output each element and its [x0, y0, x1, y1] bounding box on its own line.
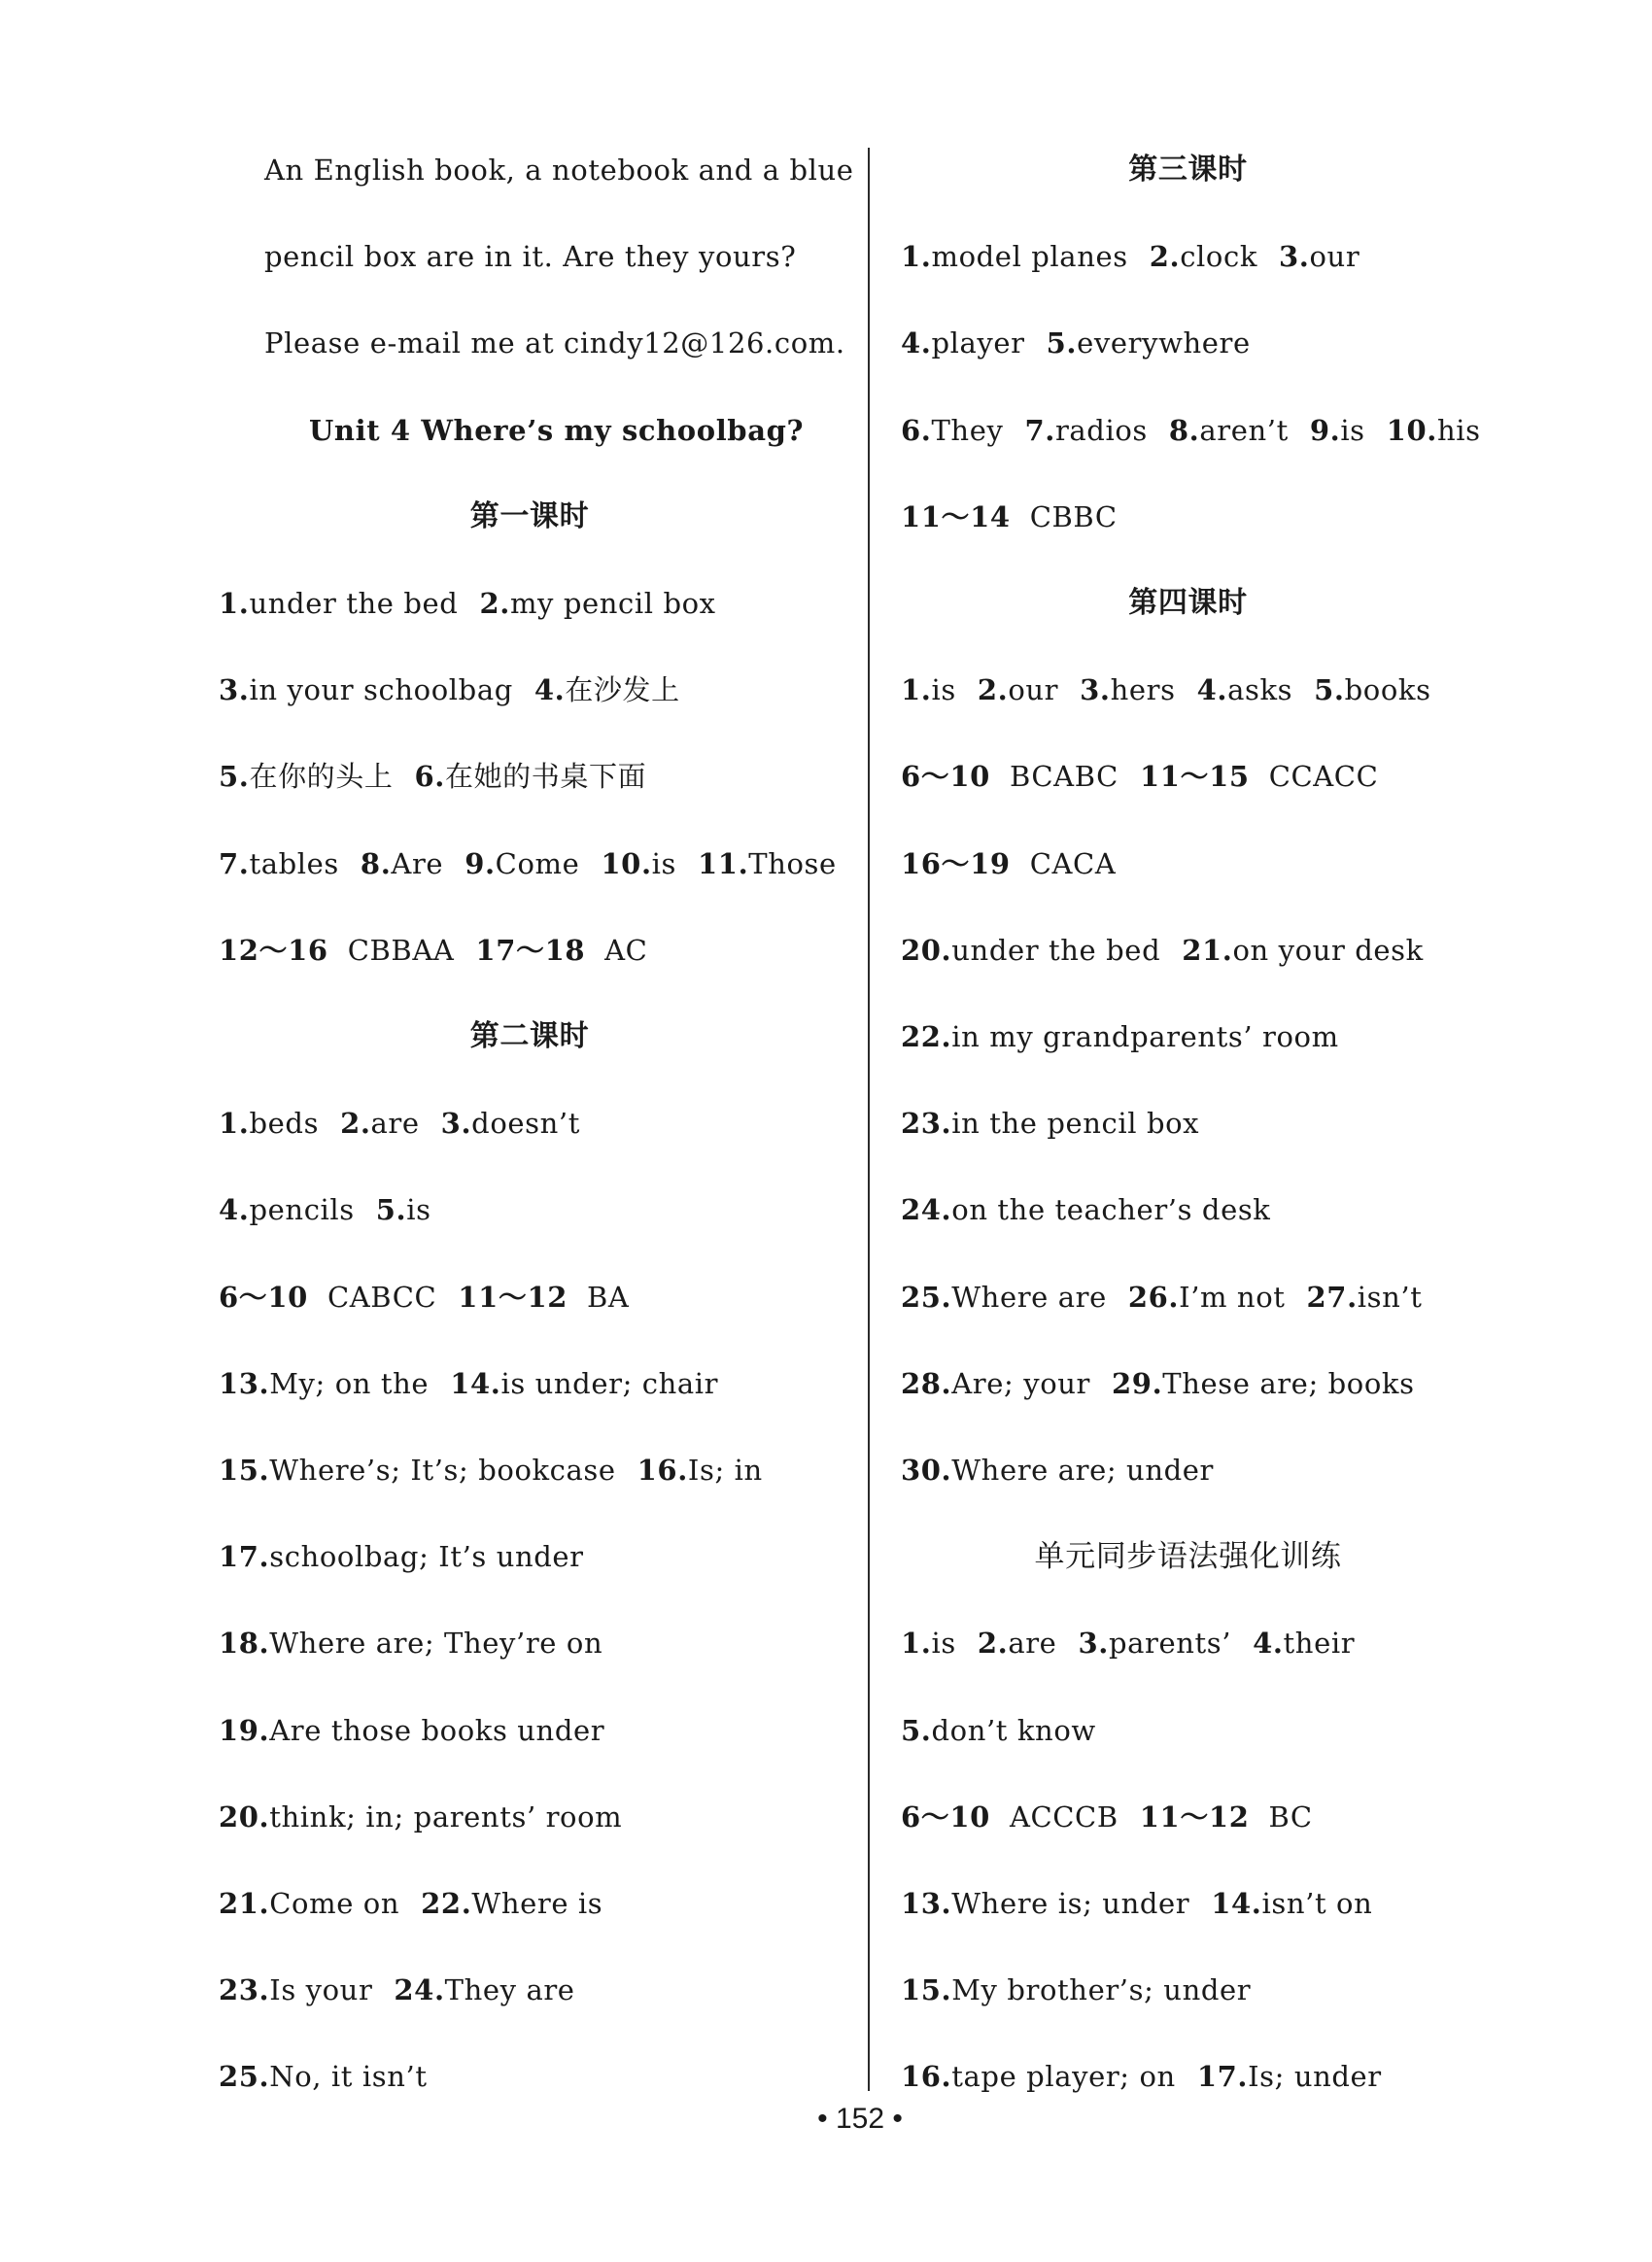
answer-text: Are; your	[951, 1366, 1091, 1400]
answer-number: 6.	[414, 760, 445, 794]
answer-text: is	[931, 673, 956, 707]
answer-line	[901, 1971, 1251, 2009]
answer-text: are	[370, 1107, 420, 1141]
answer-number: 2.	[479, 587, 510, 620]
answer-text: clock	[1180, 240, 1257, 274]
answer-number: 4.	[901, 326, 932, 360]
answer-number: 22.	[421, 1887, 472, 1920]
answer-number: 2.	[977, 673, 1009, 707]
answer-text: everywhere	[1077, 326, 1251, 360]
answer-text: Where are; They’re on	[269, 1627, 603, 1661]
answer-text: BA	[587, 1280, 630, 1314]
answer-number: 26.	[1127, 1280, 1180, 1314]
answer-number: 17.	[1196, 2060, 1249, 2094]
answer-number: 16.	[901, 2060, 952, 2094]
answer-text: isn’t	[1357, 1280, 1423, 1314]
answer-number: 8.	[1168, 413, 1200, 447]
answer-text: BCABC	[1009, 760, 1119, 794]
answer-text: Is your	[269, 1973, 373, 2007]
answer-number: 2.	[977, 1627, 1009, 1661]
answer-text: are	[1008, 1627, 1057, 1661]
answer-line	[901, 2057, 1382, 2096]
answer-text: our	[1309, 240, 1360, 274]
answer-text: is under; chair	[500, 1366, 719, 1400]
answer-number: 21.	[1182, 933, 1233, 967]
answer-text: 在她的书桌下面	[444, 760, 647, 794]
answer-text: BC	[1268, 1799, 1313, 1834]
answer-text: ACCCB	[1009, 1799, 1119, 1834]
answer-number: 4.	[1253, 1627, 1284, 1661]
answer-number: 14.	[450, 1366, 501, 1400]
answer-text: isn’t on	[1261, 1887, 1373, 1920]
answer-text: They	[931, 413, 1004, 447]
answer-number: 6～10	[219, 1280, 308, 1314]
answer-number: 22.	[901, 1020, 952, 1053]
answer-text: 在沙发上	[565, 673, 680, 707]
answer-number: 1.	[901, 240, 932, 274]
answer-text: Come on	[269, 1887, 400, 1920]
answer-text: on your desk	[1232, 933, 1424, 967]
answer-line	[219, 1190, 431, 1229]
answer-text: aren’t	[1199, 413, 1289, 447]
answer-text: Is; under	[1248, 2060, 1382, 2094]
answer-text: No, it isn’t	[269, 2060, 428, 2094]
answer-line	[901, 1104, 1199, 1143]
answer-number: 16.	[637, 1454, 688, 1487]
answer-number: 13.	[219, 1366, 270, 1400]
answer-number: 14.	[1211, 1887, 1262, 1920]
answer-line	[901, 1278, 1423, 1317]
answer-text: Are	[391, 846, 444, 880]
answer-line	[219, 670, 680, 709]
answer-line	[901, 931, 1424, 970]
section-heading: 单元同步语法强化训练	[1034, 1539, 1342, 1575]
answer-number: 20.	[219, 1799, 270, 1834]
answer-text: radios	[1054, 413, 1148, 447]
answer-text: is	[651, 846, 677, 880]
answer-text: parents’	[1108, 1627, 1232, 1661]
answer-text: in the pencil box	[951, 1107, 1200, 1141]
section-heading: 第四课时	[1128, 586, 1248, 620]
answer-number: 17.	[219, 1540, 270, 1574]
answer-number: 3.	[1080, 673, 1111, 707]
answer-text: my pencil box	[509, 587, 716, 620]
answer-number: 7.	[1024, 413, 1055, 447]
answer-text: Where are; under	[951, 1454, 1215, 1487]
answer-text: My; on the	[269, 1366, 430, 1400]
answer-text: They are	[444, 1973, 575, 2007]
answer-number: 3.	[219, 673, 250, 707]
answer-line	[219, 1364, 718, 1403]
answer-text: Are those books under	[269, 1713, 605, 1747]
answer-text: pencils	[249, 1193, 355, 1227]
answer-text: schoolbag; It’s under	[269, 1540, 584, 1574]
answer-number: 15.	[901, 1973, 952, 2007]
answer-text: on the teacher’s desk	[951, 1193, 1271, 1227]
section-heading: 第二课时	[469, 1019, 590, 1053]
answer-number: 6～10	[901, 760, 990, 794]
answer-number: 25.	[901, 1280, 952, 1314]
answer-text: model planes	[931, 240, 1128, 274]
answer-number: 24.	[901, 1193, 952, 1227]
answer-line	[219, 1798, 622, 1836]
answer-number: 5.	[1046, 326, 1078, 360]
answer-number: 3.	[1078, 1627, 1109, 1661]
answer-text: Those	[748, 846, 837, 880]
answer-number: 4.	[219, 1193, 250, 1227]
answer-text: Where is	[471, 1887, 603, 1920]
answer-text: Come	[495, 846, 580, 880]
answer-number: 5.	[1314, 673, 1345, 707]
answer-text: AC	[604, 933, 648, 967]
answer-text: Is; in	[687, 1454, 763, 1487]
intro-line: pencil box are in it. Are they yours?	[264, 240, 797, 274]
answer-text: Where’s; It’s; bookcase	[269, 1454, 616, 1487]
answer-text: CABCC	[327, 1280, 437, 1314]
answer-line	[219, 584, 716, 623]
answer-line	[219, 1884, 602, 1923]
answer-number: 11～12	[1139, 1799, 1250, 1834]
answer-number: 1.	[901, 673, 932, 707]
answer-number: 11～12	[458, 1280, 568, 1314]
answer-text: doesn’t	[471, 1107, 580, 1141]
answer-line	[219, 1711, 604, 1750]
answer-line	[901, 844, 1116, 883]
answer-number: 12～16	[219, 933, 328, 967]
answer-line	[901, 1364, 1415, 1403]
page-number: • 152 •	[817, 2103, 903, 2135]
answer-number: 3.	[1279, 240, 1310, 274]
answer-text: our	[1008, 673, 1059, 707]
answer-number: 10.	[1386, 413, 1437, 447]
answer-text: think; in; parents’ room	[269, 1799, 623, 1834]
answer-line	[901, 1624, 1355, 1662]
answer-number: 1.	[219, 1107, 250, 1141]
answer-text: their	[1283, 1627, 1356, 1661]
answer-number: 23.	[901, 1107, 952, 1141]
answer-number: 28.	[901, 1366, 952, 1400]
answer-text: is	[931, 1627, 956, 1661]
answer-number: 13.	[901, 1887, 952, 1920]
answer-text: I’m not	[1179, 1280, 1286, 1314]
answer-number: 25.	[219, 2060, 270, 2094]
answer-number: 2.	[1149, 240, 1181, 274]
answer-number: 2.	[340, 1107, 371, 1141]
answer-number: 11～14	[901, 499, 1011, 533]
unit-title: Unit 4 Where’s my schoolbag?	[309, 413, 805, 447]
answer-number: 15.	[219, 1454, 270, 1487]
answer-number: 9.	[1309, 413, 1341, 447]
answer-line	[901, 1884, 1372, 1923]
answer-line	[219, 1537, 584, 1576]
answer-line	[901, 1798, 1313, 1836]
answer-line	[219, 931, 647, 970]
answer-number: 7.	[219, 846, 250, 880]
answer-line	[901, 757, 1378, 796]
answer-text: under the bed	[249, 587, 459, 620]
answer-number: 4.	[533, 673, 566, 707]
answer-number: 17～18	[475, 933, 586, 967]
answer-line	[901, 411, 1481, 450]
answer-line	[901, 1017, 1339, 1056]
answer-text: books	[1344, 673, 1431, 707]
answer-line	[901, 324, 1251, 362]
answer-number: 11.	[698, 846, 749, 880]
answer-line	[219, 1278, 629, 1317]
answer-number: 5.	[901, 1713, 932, 1747]
answer-number: 1.	[901, 1627, 932, 1661]
answer-text: Where is; under	[951, 1887, 1190, 1920]
answer-number: 1.	[219, 587, 250, 620]
answer-text: 在你的头上	[249, 760, 394, 794]
answer-line	[901, 1190, 1270, 1229]
answer-number: 5.	[219, 760, 250, 794]
answer-text: under the bed	[951, 933, 1161, 967]
answer-number: 23.	[219, 1973, 270, 2007]
answer-text: My brother’s; under	[951, 1973, 1252, 2007]
section-heading: 第三课时	[1128, 153, 1248, 187]
answer-line	[901, 237, 1359, 276]
answer-number: 19.	[219, 1713, 270, 1747]
answer-number: 18.	[219, 1627, 270, 1661]
intro-line: An English book, a notebook and a blue	[264, 154, 854, 187]
answer-number: 16～19	[901, 846, 1011, 880]
answer-text: beds	[249, 1107, 320, 1141]
answer-text: asks	[1227, 673, 1293, 707]
answer-text: in your schoolbag	[249, 673, 513, 707]
answer-text: Where are	[951, 1280, 1107, 1314]
answer-number: 5.	[375, 1193, 407, 1227]
answer-text: CACA	[1029, 846, 1117, 880]
answer-number: 20.	[901, 933, 952, 967]
answer-line	[219, 757, 646, 796]
answer-number: 6～10	[901, 1799, 990, 1834]
answer-number: 10.	[601, 846, 652, 880]
intro-line: Please e-mail me at cindy12@126.com.	[264, 326, 845, 360]
answer-line	[219, 1971, 575, 2009]
answer-line	[219, 2057, 428, 2096]
answer-line	[901, 1451, 1214, 1490]
answer-text: CCACC	[1268, 760, 1379, 794]
answer-line	[901, 1711, 1096, 1750]
section-heading: 第一课时	[469, 498, 590, 533]
answer-number: 8.	[360, 846, 392, 880]
answer-text: These are; books	[1162, 1366, 1415, 1400]
answer-number: 4.	[1196, 673, 1228, 707]
answer-text: hers	[1110, 673, 1176, 707]
answer-number: 3.	[440, 1107, 472, 1141]
answer-text: CBBAA	[347, 933, 455, 967]
answer-line	[901, 497, 1118, 536]
answer-line	[219, 1624, 602, 1662]
answer-line	[901, 670, 1431, 709]
answer-text: don’t know	[931, 1713, 1096, 1747]
answer-text: tape player; on	[951, 2060, 1176, 2094]
column-divider	[868, 148, 870, 2091]
answer-number: 11～15	[1139, 760, 1250, 794]
answer-number: 21.	[219, 1887, 270, 1920]
answer-text: his	[1436, 413, 1481, 447]
answer-number: 29.	[1112, 1366, 1163, 1400]
answer-number: 27.	[1306, 1280, 1358, 1314]
answer-number: 9.	[465, 846, 496, 880]
answer-text: is	[1340, 413, 1365, 447]
answer-line	[219, 1451, 763, 1490]
answer-text: is	[406, 1193, 431, 1227]
answer-text: CBBC	[1029, 499, 1118, 533]
answer-number: 24.	[394, 1973, 445, 2007]
answer-text: tables	[249, 846, 339, 880]
answer-number: 30.	[901, 1454, 952, 1487]
answer-text: player	[931, 326, 1025, 360]
answer-line	[219, 844, 837, 883]
answer-number: 6.	[901, 413, 932, 447]
answer-line	[219, 1104, 580, 1143]
answer-text: in my grandparents’ room	[951, 1020, 1339, 1053]
